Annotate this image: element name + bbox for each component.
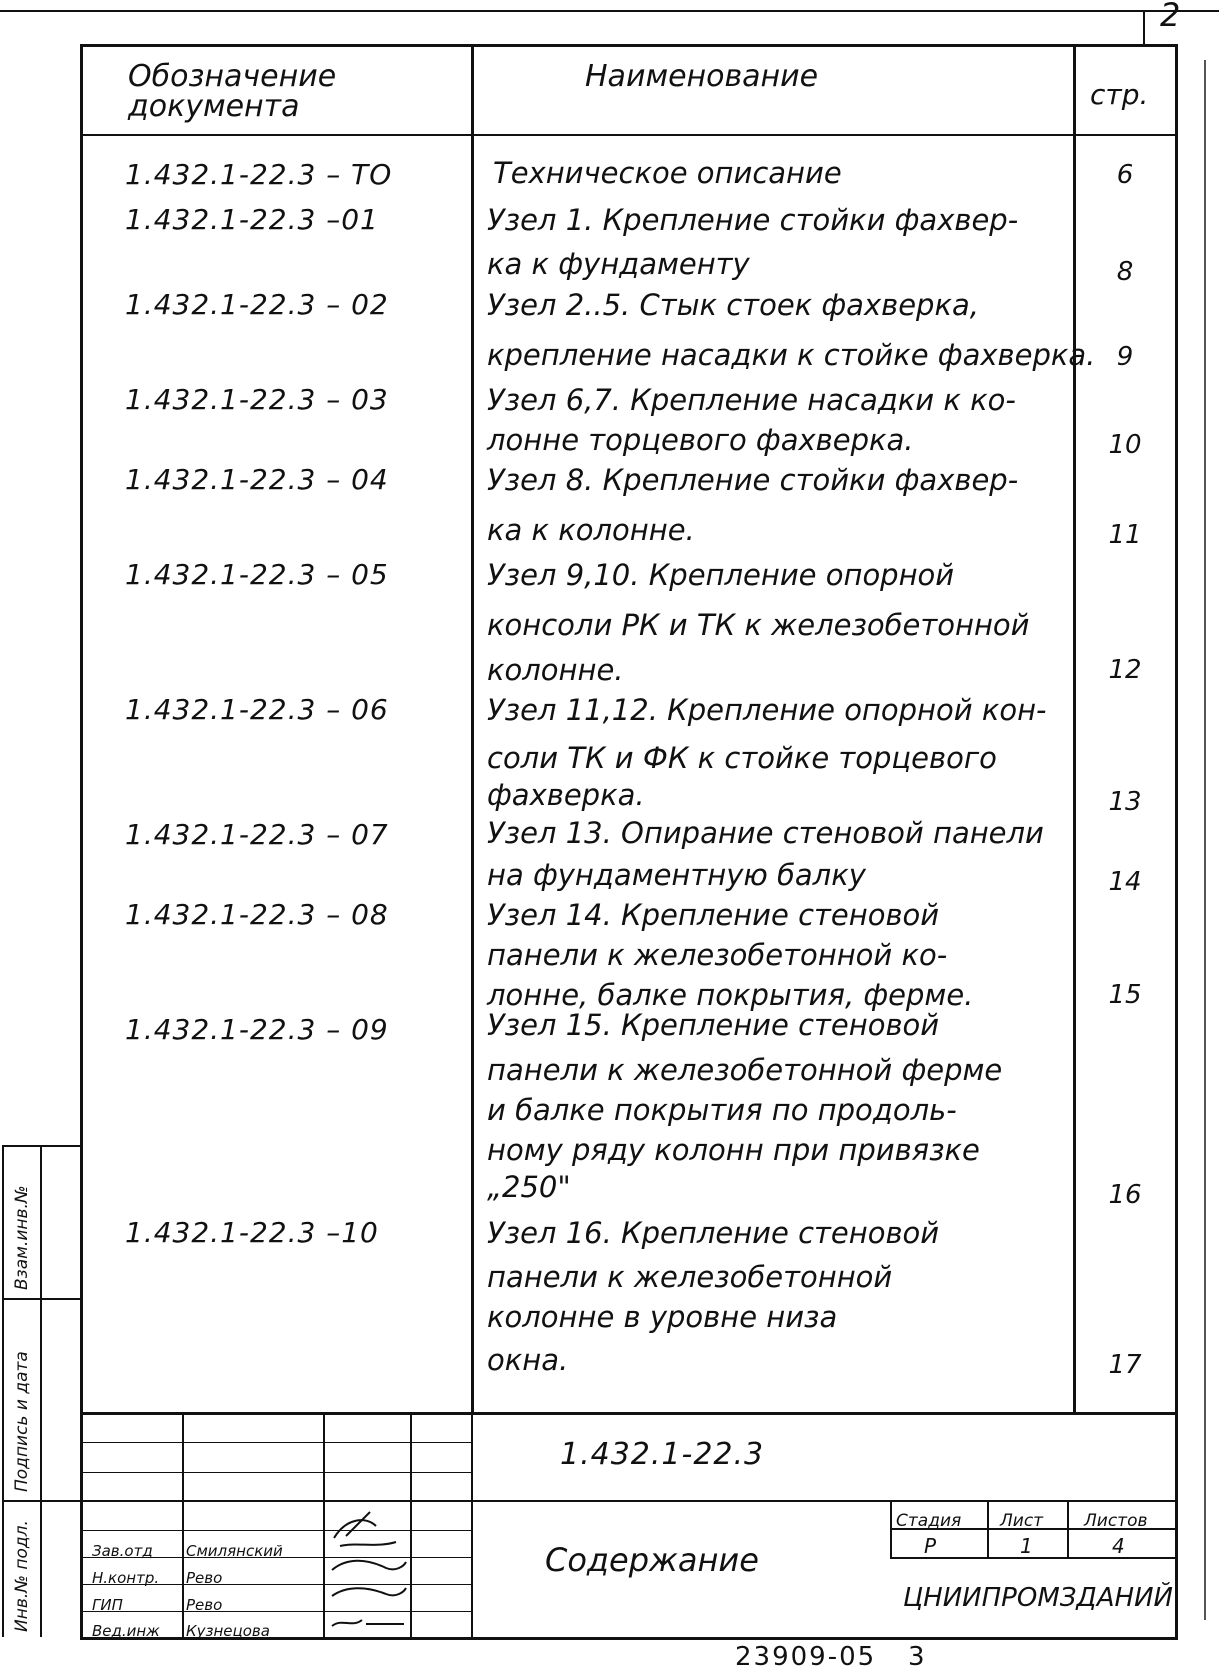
entry-name-line: лонне, балке покрытия, ферме. — [487, 978, 974, 1012]
stamp-grid-v3 — [410, 1412, 412, 1639]
entry-name-line: ка к колонне. — [487, 513, 695, 547]
entry-name-line: панели к железобетонной — [487, 1260, 893, 1294]
stamp-grid-v1 — [182, 1412, 184, 1639]
stamp-left-vertical — [471, 1412, 473, 1639]
entry-page: 15 — [1108, 980, 1142, 1010]
entry-name-line: Узел 9,10. Крепление опорной — [487, 558, 955, 592]
signature-name: Кузнецова — [186, 1622, 270, 1640]
designation-column-header: Обозначение документа — [128, 59, 337, 124]
signature-role: Зав.отд — [92, 1542, 153, 1560]
entry-name-line: „250" — [487, 1170, 571, 1204]
entry-name-line: соли ТК и ФК к стойке торцевого — [487, 741, 997, 775]
entry-code: 1.432.1-22.3 – 03 — [125, 383, 389, 416]
organization-name: ЦНИИПРОМЗДАНИЙ — [903, 1583, 1173, 1613]
entry-name-line: Узел 6,7. Крепление насадки к ко- — [487, 383, 1016, 417]
stamp-grid-v2 — [323, 1412, 325, 1639]
entry-page: 12 — [1108, 655, 1142, 685]
stage-label: Стадия — [896, 1511, 962, 1531]
corner-sheet-number: 2 — [1160, 0, 1181, 34]
name-column-header: Наименование — [585, 59, 819, 94]
sheets-value: 4 — [1112, 1534, 1125, 1558]
col-divider-1 — [471, 44, 474, 1414]
side-label-inv-original: Инв.№ подл. — [12, 1520, 32, 1632]
stamp-grid-h — [80, 1442, 471, 1443]
sheet-value: 1 — [1020, 1534, 1033, 1558]
entry-page: 8 — [1116, 257, 1134, 287]
entry-name-line: и балке покрытия по продоль- — [487, 1093, 957, 1127]
entry-code: 1.432.1-22.3 – 08 — [125, 898, 389, 931]
page-column-header: стр. — [1090, 78, 1149, 111]
sheet-label: Лист — [1000, 1511, 1044, 1531]
col-divider-2 — [1073, 44, 1076, 1414]
entry-name-line: окна. — [487, 1343, 569, 1377]
entry-name-line: панели к железобетонной ферме — [487, 1053, 1003, 1087]
entry-code: 1.432.1-22.3 –01 — [125, 203, 379, 236]
sheets-label: Листов — [1084, 1511, 1148, 1531]
signature-name: Смилянский — [186, 1542, 283, 1560]
entry-name-line: Узел 15. Крепление стеновой — [487, 1008, 940, 1042]
top-border — [0, 10, 1219, 12]
stamp-title: Содержание — [545, 1541, 759, 1579]
signature-name: Рево — [186, 1596, 223, 1614]
frame-right — [1175, 44, 1178, 1639]
footer-number: 23909-05 — [735, 1642, 877, 1672]
entry-code: 1.432.1-22.3 – 07 — [125, 818, 389, 851]
side-strip-div1 — [2, 1298, 80, 1300]
signature-role: Н.контр. — [92, 1569, 160, 1587]
entry-code: 1.432.1-22.3 – 06 — [125, 693, 389, 726]
right-edge-line — [1204, 60, 1206, 1620]
footer-page: 3 — [908, 1642, 925, 1672]
entry-name-line: консоли РК и ТК к железобетонной — [487, 608, 1030, 642]
side-strip-top — [2, 1145, 80, 1147]
entry-name-line: лонне торцевого фахверка. — [487, 423, 914, 457]
entry-name-line: Узел 14. Крепление стеновой — [487, 898, 940, 932]
entry-code: 1.432.1-22.3 – 04 — [125, 463, 389, 496]
frame-top — [80, 44, 1178, 47]
handwritten-signatures — [326, 1508, 410, 1638]
entry-name-line: колонне. — [487, 653, 624, 687]
entry-page: 16 — [1108, 1180, 1142, 1210]
entry-name-line: Узел 2..5. Стык стоек фахверка, — [487, 288, 979, 322]
signature-role: Вед.инж — [92, 1622, 160, 1640]
entry-name-line: Узел 8. Крепление стойки фахвер- — [487, 463, 1019, 497]
entry-page: 9 — [1116, 342, 1134, 372]
entry-name-line: ному ряду колонн при привязке — [487, 1133, 980, 1167]
stamp-top-line — [80, 1412, 1178, 1415]
entry-name-line: колонне в уровне низа — [487, 1300, 838, 1334]
entry-code: 1.432.1-22.3 – 05 — [125, 558, 389, 591]
side-strip-left — [2, 1145, 4, 1637]
entry-code: 1.432.1-22.3 – 02 — [125, 288, 389, 321]
signature-name: Рево — [186, 1569, 223, 1587]
entry-name-line: ка к фундаменту — [487, 247, 750, 281]
stamp-grid-h — [80, 1472, 471, 1473]
side-strip-right — [40, 1145, 42, 1637]
entry-page: 17 — [1108, 1350, 1142, 1380]
stamp-grid-h — [80, 1611, 471, 1612]
entry-page: 13 — [1108, 787, 1142, 817]
entry-name-line: Узел 11,12. Крепление опорной кон- — [487, 693, 1047, 727]
entry-name-line: Узел 16. Крепление стеновой — [487, 1216, 940, 1250]
entry-page: 10 — [1108, 430, 1142, 460]
frame-left — [80, 44, 83, 1639]
entry-name-line: панели к железобетонной ко- — [487, 938, 948, 972]
entry-page: 11 — [1108, 520, 1142, 550]
entry-code: 1.432.1-22.3 – 09 — [125, 1013, 389, 1046]
entry-name-line: фахверка. — [487, 778, 645, 812]
entry-page: 6 — [1116, 160, 1134, 190]
side-strip-div2 — [2, 1500, 80, 1502]
stamp-document-code: 1.432.1-22.3 — [560, 1437, 765, 1472]
entry-name-line: крепление насадки к стойке фахверка. — [487, 338, 1096, 372]
entry-name-line: Техническое описание — [493, 156, 842, 190]
stamp-mid-line — [80, 1500, 1178, 1502]
entry-code: 1.432.1-22.3 – ТО — [125, 158, 393, 191]
entry-name-line: Узел 13. Опирание стеновой панели — [487, 816, 1044, 850]
stage-value: Р — [924, 1534, 937, 1558]
stamp-grid-h — [80, 1530, 471, 1531]
corner-box-left — [1143, 10, 1145, 44]
entry-page: 14 — [1108, 867, 1142, 897]
entry-code: 1.432.1-22.3 –10 — [125, 1216, 379, 1249]
header-bottom-line — [80, 134, 1178, 136]
side-label-signature-date: Подпись и дата — [12, 1351, 32, 1492]
signature-role: ГИП — [92, 1596, 123, 1614]
entry-name-line: на фундаментную балку — [487, 858, 866, 892]
entry-name-line: Узел 1. Крепление стойки фахвер- — [487, 203, 1019, 237]
side-label-replace-inv: Взам.инв.№ — [12, 1185, 32, 1290]
